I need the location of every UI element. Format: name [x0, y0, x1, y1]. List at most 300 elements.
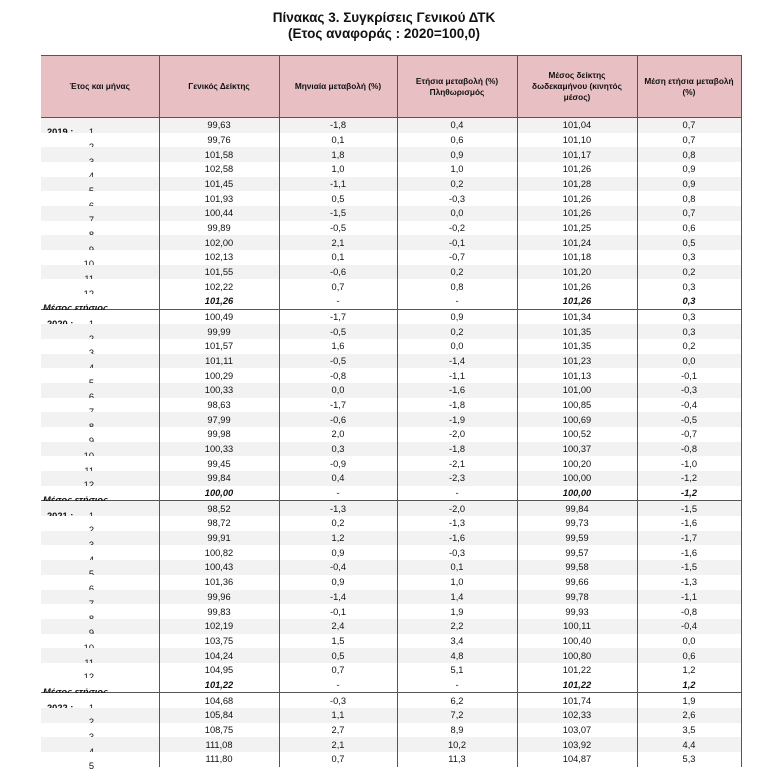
- general-index-cell: 104,68: [159, 693, 279, 708]
- table-row: [41, 604, 741, 619]
- general-index-cell: 99,84: [159, 471, 279, 486]
- period-cell: [41, 501, 159, 516]
- period-cell: [41, 147, 159, 162]
- annual-change-cell: 0,1: [397, 560, 517, 575]
- table-row: [41, 279, 741, 294]
- general-index-cell: 99,76: [159, 133, 279, 148]
- annual-change-cell: -: [397, 486, 517, 501]
- annual-change-cell: -1,6: [397, 383, 517, 398]
- period-cell: [41, 486, 159, 501]
- general-index-cell: 100,82: [159, 545, 279, 560]
- annual-change-cell: 4,8: [397, 648, 517, 663]
- general-index-cell: 99,63: [159, 118, 279, 133]
- moving-average-cell: 101,00: [517, 383, 637, 398]
- table-row: [41, 398, 741, 413]
- annual-change-cell: -1,3: [397, 516, 517, 531]
- average-annual-change-cell: -0,4: [637, 619, 741, 634]
- average-annual-change-cell: 0,2: [637, 265, 741, 280]
- moving-average-cell: 99,59: [517, 531, 637, 546]
- average-annual-change-cell: -0,8: [637, 442, 741, 457]
- moving-average-cell: 99,93: [517, 604, 637, 619]
- average-annual-change-cell: 3,5: [637, 723, 741, 738]
- monthly-change-cell: -0,6: [279, 412, 397, 427]
- general-index-cell: 102,19: [159, 619, 279, 634]
- annual-change-cell: 11,3: [397, 752, 517, 767]
- table-row: [41, 575, 741, 590]
- table-row: [41, 309, 741, 324]
- annual-change-cell: -1,8: [397, 398, 517, 413]
- average-annual-change-cell: -1,2: [637, 486, 741, 501]
- period-cell: [41, 339, 159, 354]
- monthly-change-cell: 0,7: [279, 663, 397, 678]
- general-index-cell: 101,58: [159, 147, 279, 162]
- general-index-cell: 100,33: [159, 442, 279, 457]
- annual-change-cell: -1,8: [397, 442, 517, 457]
- annual-change-cell: -0,1: [397, 235, 517, 250]
- moving-average-cell: 101,26: [517, 191, 637, 206]
- general-index-cell: 102,13: [159, 250, 279, 265]
- average-annual-change-cell: 0,3: [637, 279, 741, 294]
- annual-change-cell: 1,0: [397, 162, 517, 177]
- moving-average-cell: 101,26: [517, 206, 637, 221]
- table-row: [41, 250, 741, 265]
- general-index-cell: 103,75: [159, 634, 279, 649]
- monthly-change-cell: -: [279, 486, 397, 501]
- period-cell: [41, 177, 159, 192]
- average-annual-change-cell: 0,7: [637, 206, 741, 221]
- monthly-change-cell: 2,1: [279, 235, 397, 250]
- annual-change-cell: 0,9: [397, 309, 517, 324]
- monthly-change-cell: 0,7: [279, 752, 397, 767]
- annual-change-cell: -1,6: [397, 531, 517, 546]
- header-general-index: Γενικός Δείκτης: [159, 56, 279, 118]
- average-annual-change-cell: 0,9: [637, 162, 741, 177]
- annual-change-cell: -0,2: [397, 221, 517, 236]
- cpi-comparison-table: [41, 55, 742, 772]
- table-row: [41, 634, 741, 649]
- annual-average-row: [41, 678, 741, 693]
- general-index-cell: 99,96: [159, 590, 279, 605]
- average-annual-change-cell: 0,3: [637, 294, 741, 309]
- title-block: [0, 10, 768, 42]
- annual-change-cell: 0,0: [397, 339, 517, 354]
- average-annual-change-cell: -0,7: [637, 427, 741, 442]
- monthly-change-cell: -0,1: [279, 604, 397, 619]
- moving-average-cell: 101,20: [517, 265, 637, 280]
- general-index-cell: 99,45: [159, 456, 279, 471]
- annual-change-cell: 0,0: [397, 206, 517, 221]
- period-cell: [41, 663, 159, 678]
- general-index-cell: 101,93: [159, 191, 279, 206]
- table-row: [41, 133, 741, 148]
- monthly-change-cell: 0,5: [279, 191, 397, 206]
- moving-average-cell: 101,22: [517, 663, 637, 678]
- moving-average-cell: 101,26: [517, 294, 637, 309]
- table-row: [41, 354, 741, 369]
- general-index-cell: 100,00: [159, 486, 279, 501]
- table-row: [41, 442, 741, 457]
- general-index-cell: 101,55: [159, 265, 279, 280]
- moving-average-cell: 102,33: [517, 708, 637, 723]
- annual-change-cell: 10,2: [397, 737, 517, 752]
- table-row: [41, 221, 741, 236]
- period-cell: [41, 678, 159, 693]
- moving-average-cell: 101,23: [517, 354, 637, 369]
- period-cell: [41, 708, 159, 723]
- period-cell: [41, 265, 159, 280]
- table-row: [41, 147, 741, 162]
- monthly-change-cell: -0,3: [279, 693, 397, 708]
- header-monthly-change: Μηνιαία μεταβολή (%): [279, 56, 397, 118]
- table-row: [41, 590, 741, 605]
- annual-change-cell: 0,2: [397, 324, 517, 339]
- monthly-change-cell: -0,5: [279, 354, 397, 369]
- annual-change-cell: -2,0: [397, 501, 517, 516]
- average-annual-change-cell: 0,0: [637, 354, 741, 369]
- general-index-cell: 101,36: [159, 575, 279, 590]
- month-label: 5: [88, 761, 94, 772]
- moving-average-cell: 103,92: [517, 737, 637, 752]
- header-row: [41, 56, 741, 118]
- period-cell: [41, 590, 159, 605]
- header-average-annual-change: Μέση ετήσια μεταβολή (%): [637, 56, 741, 118]
- average-annual-change-cell: -0,1: [637, 368, 741, 383]
- annual-change-cell: 1,4: [397, 590, 517, 605]
- average-annual-change-cell: -1,5: [637, 560, 741, 575]
- monthly-change-cell: 0,3: [279, 442, 397, 457]
- table-row: [41, 516, 741, 531]
- general-index-cell: 97,99: [159, 412, 279, 427]
- moving-average-cell: 100,37: [517, 442, 637, 457]
- general-index-cell: 102,22: [159, 279, 279, 294]
- annual-change-cell: 6,2: [397, 693, 517, 708]
- average-annual-change-cell: 0,7: [637, 118, 741, 133]
- period-cell: [41, 604, 159, 619]
- average-annual-change-cell: -0,8: [637, 604, 741, 619]
- average-annual-change-cell: 0,9: [637, 177, 741, 192]
- table-row: [41, 560, 741, 575]
- monthly-change-cell: 1,6: [279, 339, 397, 354]
- period-cell: [41, 368, 159, 383]
- period-cell: [41, 206, 159, 221]
- monthly-change-cell: -1,4: [279, 590, 397, 605]
- annual-change-cell: 0,2: [397, 265, 517, 280]
- table-row: [41, 471, 741, 486]
- average-annual-change-cell: -1,6: [637, 545, 741, 560]
- table-row: [41, 383, 741, 398]
- table-row: [41, 752, 741, 767]
- monthly-change-cell: 0,9: [279, 575, 397, 590]
- table-row: [41, 427, 741, 442]
- average-annual-change-cell: -1,2: [637, 471, 741, 486]
- table-row: [41, 177, 741, 192]
- period-cell: [41, 471, 159, 486]
- general-index-cell: 111,08: [159, 737, 279, 752]
- period-cell: [41, 250, 159, 265]
- moving-average-cell: 101,17: [517, 147, 637, 162]
- moving-average-cell: 100,69: [517, 412, 637, 427]
- monthly-change-cell: -1,7: [279, 398, 397, 413]
- period-cell: [41, 634, 159, 649]
- average-annual-change-cell: 0,6: [637, 221, 741, 236]
- monthly-change-cell: 2,1: [279, 737, 397, 752]
- moving-average-cell: 101,10: [517, 133, 637, 148]
- moving-average-cell: 101,18: [517, 250, 637, 265]
- general-index-cell: 99,98: [159, 427, 279, 442]
- period-cell: [41, 118, 159, 133]
- monthly-change-cell: 0,2: [279, 516, 397, 531]
- period-cell: [41, 354, 159, 369]
- moving-average-cell: 101,26: [517, 279, 637, 294]
- moving-average-cell: 100,80: [517, 648, 637, 663]
- monthly-change-cell: -0,5: [279, 221, 397, 236]
- annual-change-cell: -: [397, 678, 517, 693]
- annual-change-cell: -0,7: [397, 250, 517, 265]
- table-title: Πίνακας 3. Συγκρίσεις Γενικού ΔΤΚ: [272, 10, 496, 25]
- table-row: [41, 118, 741, 133]
- average-annual-change-cell: -1,5: [637, 501, 741, 516]
- annual-change-cell: 1,9: [397, 604, 517, 619]
- general-index-cell: 100,43: [159, 560, 279, 575]
- period-cell: [41, 309, 159, 324]
- annual-change-cell: -1,9: [397, 412, 517, 427]
- average-annual-change-cell: -1,6: [637, 516, 741, 531]
- period-cell: [41, 412, 159, 427]
- period-cell: [41, 619, 159, 634]
- period-cell: [41, 221, 159, 236]
- period-cell: [41, 279, 159, 294]
- moving-average-cell: 103,07: [517, 723, 637, 738]
- average-annual-change-cell: 0,2: [637, 339, 741, 354]
- table-row: [41, 708, 741, 723]
- general-index-cell: 101,57: [159, 339, 279, 354]
- period-cell: [41, 545, 159, 560]
- period-cell: [41, 693, 159, 708]
- monthly-change-cell: 0,9: [279, 545, 397, 560]
- table-row: [41, 456, 741, 471]
- period-cell: [41, 516, 159, 531]
- table-row: [41, 412, 741, 427]
- monthly-change-cell: 1,2: [279, 531, 397, 546]
- annual-change-cell: -2,1: [397, 456, 517, 471]
- header-annual-change: Ετήσια μεταβολή (%) Πληθωρισμός: [397, 56, 517, 118]
- monthly-change-cell: 1,1: [279, 708, 397, 723]
- moving-average-cell: 99,73: [517, 516, 637, 531]
- average-annual-change-cell: 0,0: [637, 634, 741, 649]
- moving-average-cell: 99,58: [517, 560, 637, 575]
- table-row: [41, 545, 741, 560]
- average-annual-change-cell: -1,0: [637, 456, 741, 471]
- period-cell: [41, 191, 159, 206]
- annual-change-cell: 1,0: [397, 575, 517, 590]
- moving-average-cell: 99,57: [517, 545, 637, 560]
- period-cell: [41, 398, 159, 413]
- general-index-cell: 111,80: [159, 752, 279, 767]
- table-row: [41, 162, 741, 177]
- average-annual-change-cell: 5,3: [637, 752, 741, 767]
- annual-change-cell: -0,3: [397, 191, 517, 206]
- annual-change-cell: 0,4: [397, 118, 517, 133]
- average-annual-change-cell: 1,9: [637, 693, 741, 708]
- period-cell: [41, 723, 159, 738]
- monthly-change-cell: -0,6: [279, 265, 397, 280]
- monthly-change-cell: -1,7: [279, 309, 397, 324]
- period-cell: [41, 235, 159, 250]
- general-index-cell: 105,84: [159, 708, 279, 723]
- monthly-change-cell: -0,4: [279, 560, 397, 575]
- general-index-cell: 100,33: [159, 383, 279, 398]
- moving-average-cell: 101,28: [517, 177, 637, 192]
- average-annual-change-cell: 0,5: [637, 235, 741, 250]
- general-index-cell: 100,44: [159, 206, 279, 221]
- general-index-cell: 100,49: [159, 309, 279, 324]
- moving-average-cell: 101,34: [517, 309, 637, 324]
- annual-change-cell: -1,1: [397, 368, 517, 383]
- annual-change-cell: 8,9: [397, 723, 517, 738]
- table-row: [41, 191, 741, 206]
- annual-change-cell: 0,6: [397, 133, 517, 148]
- monthly-change-cell: -0,5: [279, 324, 397, 339]
- table-row: [41, 235, 741, 250]
- moving-average-cell: 100,00: [517, 486, 637, 501]
- monthly-change-cell: -0,8: [279, 368, 397, 383]
- table-subtitle: (Ετος αναφοράς : 2020=100,0): [287, 26, 481, 41]
- average-annual-change-cell: -1,7: [637, 531, 741, 546]
- moving-average-cell: 101,04: [517, 118, 637, 133]
- table-row: [41, 531, 741, 546]
- annual-change-cell: 0,9: [397, 147, 517, 162]
- moving-average-cell: 101,25: [517, 221, 637, 236]
- average-annual-change-cell: 0,3: [637, 309, 741, 324]
- table-body: [41, 118, 741, 772]
- annual-change-cell: 3,4: [397, 634, 517, 649]
- average-annual-change-cell: -1,1: [637, 590, 741, 605]
- table-row: [41, 501, 741, 516]
- moving-average-cell: 100,20: [517, 456, 637, 471]
- monthly-change-cell: 0,4: [279, 471, 397, 486]
- general-index-cell: 98,52: [159, 501, 279, 516]
- period-cell: [41, 427, 159, 442]
- average-annual-change-cell: 2,6: [637, 708, 741, 723]
- moving-average-cell: 99,84: [517, 501, 637, 516]
- monthly-change-cell: -1,5: [279, 206, 397, 221]
- moving-average-cell: 101,35: [517, 324, 637, 339]
- general-index-cell: 108,75: [159, 723, 279, 738]
- annual-change-cell: 0,8: [397, 279, 517, 294]
- general-index-cell: 104,24: [159, 648, 279, 663]
- table-row: [41, 339, 741, 354]
- monthly-change-cell: -: [279, 294, 397, 309]
- annual-change-cell: 7,2: [397, 708, 517, 723]
- moving-average-cell: 101,74: [517, 693, 637, 708]
- annual-change-cell: -1,4: [397, 354, 517, 369]
- moving-average-cell: 101,24: [517, 235, 637, 250]
- average-annual-change-cell: 0,3: [637, 250, 741, 265]
- period-cell: [41, 442, 159, 457]
- annual-change-cell: -0,3: [397, 545, 517, 560]
- table-row: [41, 206, 741, 221]
- moving-average-cell: 100,85: [517, 398, 637, 413]
- monthly-change-cell: -: [279, 678, 397, 693]
- general-index-cell: 104,95: [159, 663, 279, 678]
- average-annual-change-cell: 0,8: [637, 191, 741, 206]
- average-annual-change-cell: 0,7: [637, 133, 741, 148]
- monthly-change-cell: 0,1: [279, 133, 397, 148]
- table-row: [41, 324, 741, 339]
- annual-change-cell: 0,2: [397, 177, 517, 192]
- table-row: [41, 723, 741, 738]
- monthly-change-cell: -0,9: [279, 456, 397, 471]
- general-index-cell: 99,89: [159, 221, 279, 236]
- general-index-cell: 101,22: [159, 678, 279, 693]
- monthly-change-cell: 1,5: [279, 634, 397, 649]
- period-cell: [41, 456, 159, 471]
- average-annual-change-cell: 4,4: [637, 737, 741, 752]
- period-cell: [41, 383, 159, 398]
- monthly-change-cell: 1,0: [279, 162, 397, 177]
- moving-average-cell: 100,00: [517, 471, 637, 486]
- table-row: [41, 663, 741, 678]
- monthly-change-cell: 0,0: [279, 383, 397, 398]
- moving-average-cell: 101,22: [517, 678, 637, 693]
- period-cell: [41, 648, 159, 663]
- annual-average-row: [41, 294, 741, 309]
- period-cell: [41, 294, 159, 309]
- average-annual-change-cell: 0,6: [637, 648, 741, 663]
- average-annual-change-cell: 1,2: [637, 663, 741, 678]
- moving-average-cell: 100,11: [517, 619, 637, 634]
- period-cell: [41, 531, 159, 546]
- period-cell: [41, 133, 159, 148]
- moving-average-cell: 100,52: [517, 427, 637, 442]
- annual-change-cell: -2,0: [397, 427, 517, 442]
- general-index-cell: 99,83: [159, 604, 279, 619]
- moving-average-cell: 101,13: [517, 368, 637, 383]
- table-row: [41, 648, 741, 663]
- monthly-change-cell: 0,1: [279, 250, 397, 265]
- period-cell: [41, 560, 159, 575]
- general-index-cell: 101,45: [159, 177, 279, 192]
- moving-average-cell: 100,40: [517, 634, 637, 649]
- monthly-change-cell: 2,4: [279, 619, 397, 634]
- annual-change-cell: -: [397, 294, 517, 309]
- monthly-change-cell: 0,5: [279, 648, 397, 663]
- general-index-cell: 98,72: [159, 516, 279, 531]
- moving-average-cell: 99,78: [517, 590, 637, 605]
- monthly-change-cell: 0,7: [279, 279, 397, 294]
- general-index-cell: 98,63: [159, 398, 279, 413]
- annual-change-cell: 2,2: [397, 619, 517, 634]
- period-cell: [41, 575, 159, 590]
- monthly-change-cell: -1,8: [279, 118, 397, 133]
- average-annual-change-cell: 0,8: [637, 147, 741, 162]
- average-annual-change-cell: 0,3: [637, 324, 741, 339]
- annual-average-row: [41, 486, 741, 501]
- monthly-change-cell: 1,8: [279, 147, 397, 162]
- average-annual-change-cell: -0,3: [637, 383, 741, 398]
- table-row: [41, 619, 741, 634]
- monthly-change-cell: -1,1: [279, 177, 397, 192]
- general-index-cell: 102,00: [159, 235, 279, 250]
- monthly-change-cell: 2,7: [279, 723, 397, 738]
- moving-average-cell: 101,26: [517, 162, 637, 177]
- moving-average-cell: 99,66: [517, 575, 637, 590]
- table-row: [41, 265, 741, 280]
- header-year-month: Έτος και μήνας: [41, 56, 159, 118]
- annual-change-cell: 5,1: [397, 663, 517, 678]
- period-cell: [41, 752, 159, 772]
- general-index-cell: 99,99: [159, 324, 279, 339]
